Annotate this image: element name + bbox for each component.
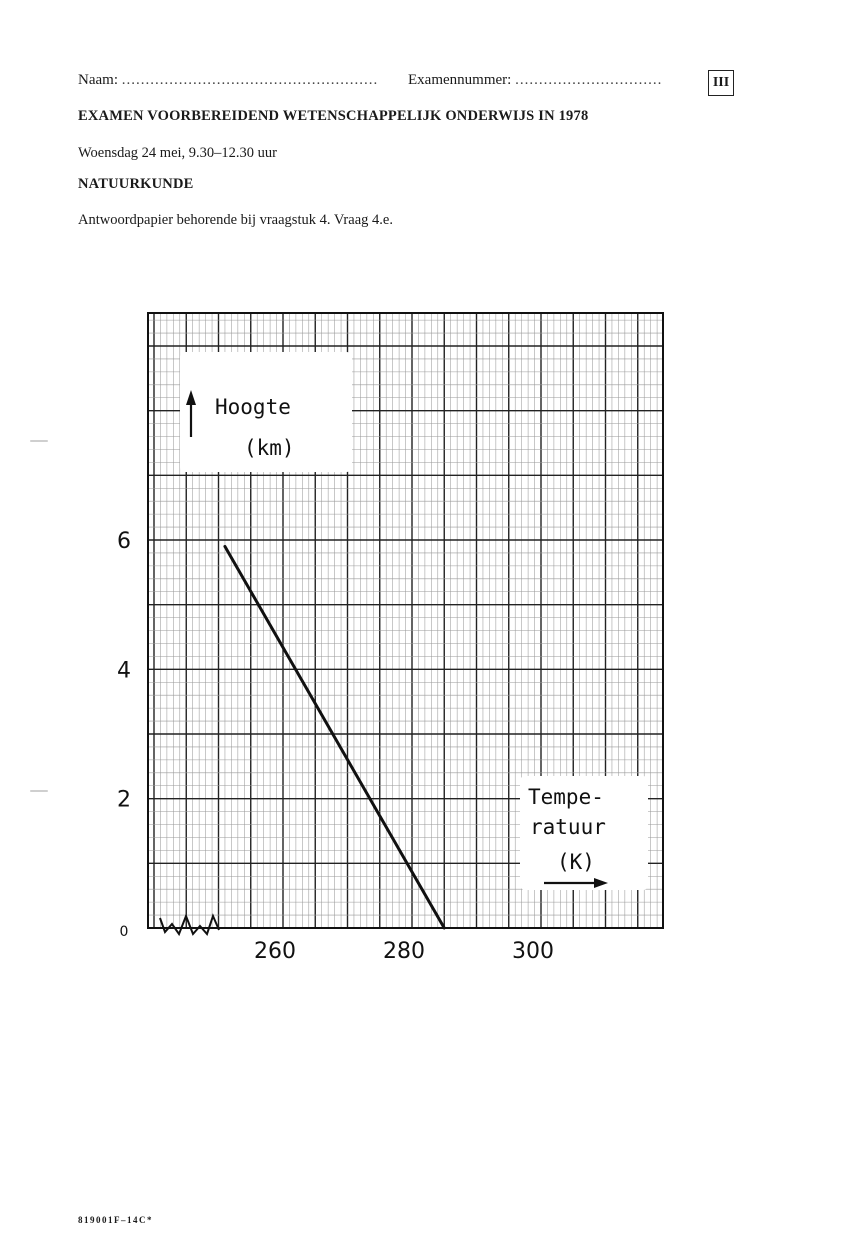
y-tick-label: 2 — [117, 787, 131, 813]
x-tick-label: 300 — [512, 939, 554, 964]
examennummer-label: Examennummer: — [408, 72, 512, 88]
answer-sheet-description: Antwoordpapier behorende bij vraagstuk 4. Vraag 4.e. — [78, 212, 393, 228]
xlabel-word-2: ratuur — [530, 815, 606, 839]
exam-version-badge: III — [708, 70, 734, 96]
exam-date: Woensdag 24 mei, 9.30–12.30 uur — [78, 145, 277, 161]
tick-labels — [117, 529, 554, 964]
xlabel-unit: (K) — [557, 850, 595, 874]
naam-dots: ...................................................... — [121, 72, 379, 88]
examennummer-dots: ............................... — [515, 72, 663, 88]
exam-subject: NATUURKUNDE — [78, 176, 194, 192]
x-tick-label: 260 — [254, 939, 296, 964]
document-code: 819001F–14C* — [78, 1215, 153, 1225]
xlabel-word-1: Tempe- — [528, 785, 604, 809]
axis-break-zigzag — [160, 916, 219, 934]
ylabel-word: Hoogte — [215, 395, 291, 419]
y-tick-label: 6 — [117, 529, 131, 554]
naam-label: Naam: — [78, 72, 118, 88]
y-tick-label: 0 — [119, 924, 129, 940]
y-tick-label: 4 — [117, 658, 131, 684]
exam-title: EXAMEN VOORBEREIDEND WETENSCHAPPELIJK ONDERWIJS IN 1978 — [78, 108, 589, 124]
x-tick-label: 280 — [383, 939, 425, 964]
ylabel-unit: (km) — [244, 436, 295, 460]
